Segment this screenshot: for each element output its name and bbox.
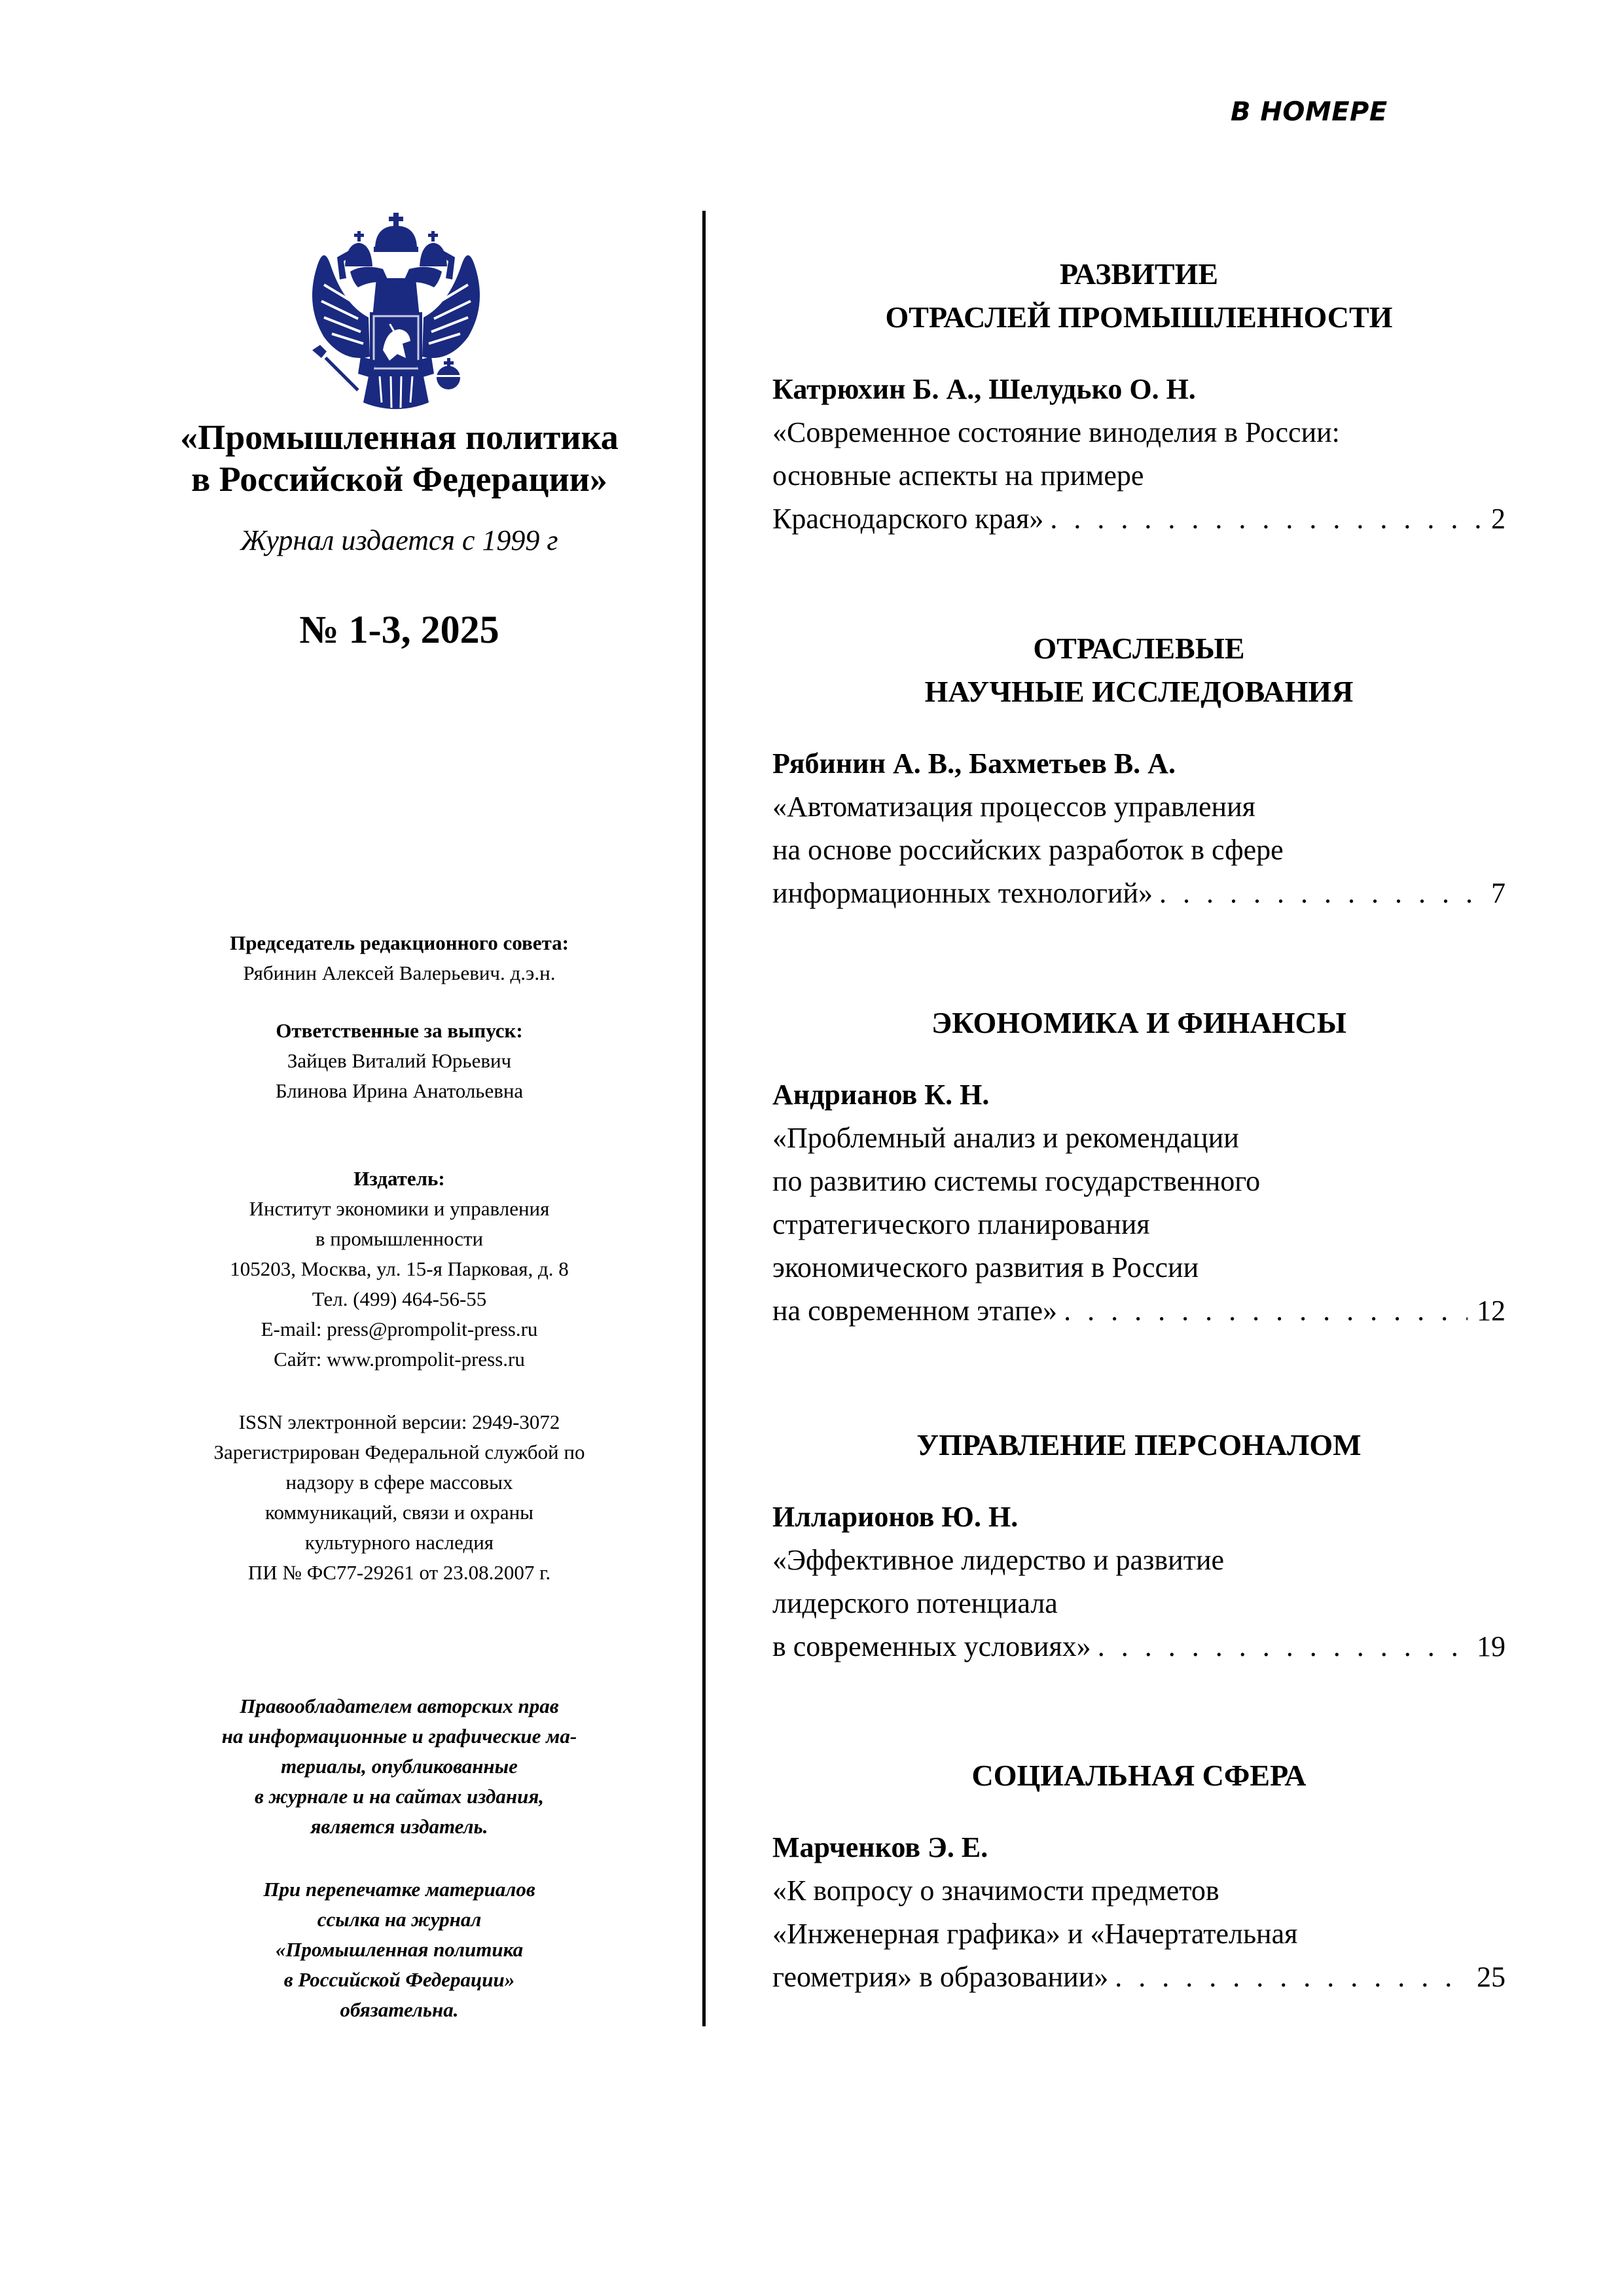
article-title-line: основные аспекты на примере xyxy=(772,459,1144,492)
publisher-line: Институт экономики и управления xyxy=(249,1197,550,1220)
dot-leader xyxy=(1050,497,1482,541)
section-title-line: ЭКОНОМИКА И ФИНАНСЫ xyxy=(931,1006,1346,1039)
copyright-line: в журнале и на сайтах издания, xyxy=(254,1785,545,1808)
registration-line: коммуникаций, связи и охраны xyxy=(264,1501,533,1524)
section-title-line: ОТРАСЛЕЙ ПРОМЫШЛЕННОСТИ xyxy=(885,300,1393,334)
section-title-line: ОТРАСЛЕВЫЕ xyxy=(1033,632,1245,665)
registration-line: культурного наследия xyxy=(304,1531,494,1554)
article-authors: Илларионов Ю. Н. xyxy=(772,1501,1019,1533)
responsible-name: Зайцев Виталий Юрьевич xyxy=(287,1049,512,1072)
reprint-line: обязательна. xyxy=(340,1998,459,2021)
toc-entry-link[interactable] xyxy=(772,1625,1506,1668)
editorial-chair xyxy=(131,928,668,988)
article-title-line: «Эффективное лидерство и развитие xyxy=(772,1544,1225,1576)
chair-heading: Председатель редакционного совета: xyxy=(230,931,569,954)
section-title xyxy=(772,1424,1506,1467)
publisher-email[interactable]: E-mail: press@prompolit-press.ru xyxy=(261,1318,538,1340)
article-title-line: «Современное состояние виноделия в России: xyxy=(772,416,1340,448)
article-title-line: стратегического планирования xyxy=(772,1208,1150,1240)
article-authors: Рябинин А. В., Бахметьев В. А. xyxy=(772,747,1176,780)
section-title-line: УПРАВЛЕНИЕ ПЕРСОНАЛОМ xyxy=(916,1428,1362,1462)
article-title-line: «Автоматизация процессов управления xyxy=(772,791,1255,823)
dot-leader xyxy=(1064,1289,1468,1333)
article-title-line: экономического развития в России xyxy=(772,1251,1199,1283)
article-title-line: по развитию системы государственного xyxy=(772,1165,1261,1197)
copyright-notice xyxy=(131,1691,668,1842)
registration-line: надзору в сфере массовых xyxy=(285,1471,513,1494)
article-title-line: Краснодарского края» xyxy=(772,503,1044,535)
journal-title-line: «Промышленная политика xyxy=(180,418,619,457)
issn-line: ISSN электронной версии: 2949-3072 xyxy=(238,1410,560,1433)
copyright-line: Правообладателем авторских прав xyxy=(240,1695,559,1717)
toc-entry-link[interactable] xyxy=(772,497,1506,541)
article-title-line: «Инженерная графика» и «Начертательная xyxy=(772,1918,1298,1950)
issue-number: № 1-3, 2025 xyxy=(299,608,499,651)
article-title-line: на основе российских разработок в сфере xyxy=(772,834,1284,866)
section-title xyxy=(772,1754,1506,1797)
article-title-line: на современном этапе» xyxy=(772,1295,1058,1327)
article-title-line: в современных условиях» xyxy=(772,1630,1091,1662)
toc-section xyxy=(772,627,1506,915)
section-title-line: РАЗВИТИЕ xyxy=(1059,257,1219,291)
publisher-heading: Издатель: xyxy=(353,1167,445,1190)
registration-number: ПИ № ФС77-29261 от 23.08.2007 г. xyxy=(247,1561,551,1584)
article-authors: Андрианов К. Н. xyxy=(772,1079,990,1111)
article-title-line: геометрия» в образовании» xyxy=(772,1961,1109,1993)
page-number: 7 xyxy=(1491,877,1506,909)
publisher-line: в промышленности xyxy=(315,1227,484,1250)
publisher-info xyxy=(131,1164,668,1374)
toc-section xyxy=(772,1001,1506,1333)
article-title-line: «Проблемный анализ и рекомендации xyxy=(772,1122,1239,1154)
reprint-line: в Российской Федерации» xyxy=(283,1968,515,1991)
column-divider xyxy=(702,211,706,2026)
responsible-editors xyxy=(131,1016,668,1106)
reprint-line: При перепечатке материалов xyxy=(263,1878,535,1901)
section-title xyxy=(772,627,1506,713)
publisher-phone: Тел. (499) 464-56-55 xyxy=(312,1287,487,1310)
publisher-website[interactable]: Сайт: www.prompolit-press.ru xyxy=(274,1348,525,1371)
article-title-line: «К вопросу о значимости предметов xyxy=(772,1874,1219,1907)
publisher-address: 105203, Москва, ул. 15-я Парковая, д. 8 xyxy=(230,1257,569,1280)
toc-section xyxy=(772,1424,1506,1668)
section-title xyxy=(772,253,1506,339)
page-number: 19 xyxy=(1477,1630,1506,1662)
reprint-line: «Промышленная политика xyxy=(275,1938,524,1961)
toc-entry-link[interactable] xyxy=(772,1956,1506,1999)
section-title-line: СОЦИАЛЬНАЯ СФЕРА xyxy=(971,1759,1307,1792)
registration-info xyxy=(131,1407,668,1588)
copyright-line: териалы, опубликованные xyxy=(281,1755,518,1778)
journal-title xyxy=(131,416,668,500)
copyright-line: является издатель. xyxy=(310,1815,488,1838)
responsible-name: Блинова Ирина Анатольевна xyxy=(275,1079,524,1102)
toc-section xyxy=(772,1754,1506,1999)
copyright-line: на информационные и графические ма- xyxy=(221,1725,577,1748)
toc-entry-link[interactable] xyxy=(772,1289,1506,1333)
chair-name: Рябинин Алексей Валерьевич. д.э.н. xyxy=(243,961,556,984)
section-title-line: НАУЧНЫЕ ИССЛЕДОВАНИЯ xyxy=(924,675,1354,708)
page-number: 2 xyxy=(1491,503,1506,535)
journal-subtitle: Журнал издается с 1999 г xyxy=(240,524,558,556)
article-title-line: информационных технологий» xyxy=(772,877,1153,909)
article-authors: Катрюхин Б. А., Шелудько О. Н. xyxy=(772,373,1196,405)
section-title xyxy=(772,1001,1506,1045)
dot-leader xyxy=(1159,872,1482,915)
journal-title-line: в Российской Федерации» xyxy=(191,459,607,499)
registration-line: Зарегистрирован Федеральной службой по xyxy=(213,1441,585,1463)
dot-leader xyxy=(1115,1956,1468,1999)
reprint-notice xyxy=(131,1874,668,2025)
toc-entry-link[interactable] xyxy=(772,872,1506,915)
dot-leader xyxy=(1098,1625,1468,1668)
reprint-line: ссылка на журнал xyxy=(317,1908,482,1931)
article-authors: Марченков Э. Е. xyxy=(772,1831,988,1863)
article-title-line: лидерского потенциала xyxy=(772,1587,1058,1619)
responsible-heading: Ответственные за выпуск: xyxy=(276,1019,523,1042)
page-number: 12 xyxy=(1477,1295,1506,1327)
in-issue-heading: В НОМЕРЕ xyxy=(1231,97,1388,127)
russian-coat-of-arms-icon xyxy=(298,206,494,416)
toc-section xyxy=(772,253,1506,541)
page-number: 25 xyxy=(1477,1961,1506,1993)
